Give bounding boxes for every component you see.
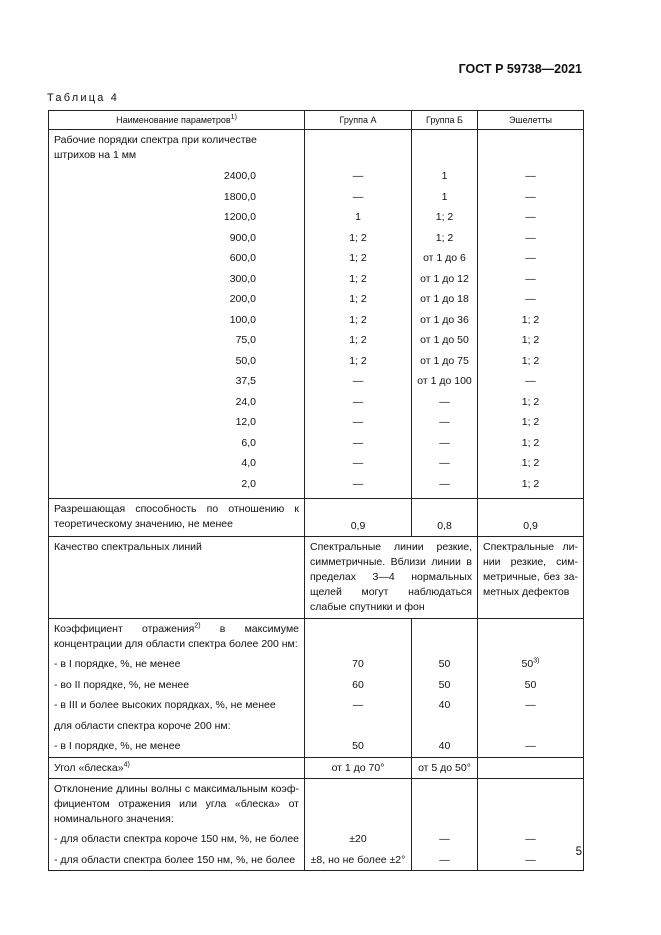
- deviation-row-1-b: —: [439, 833, 450, 845]
- reflection-row-1-e: 50$^{3)}$: [521, 657, 540, 670]
- work-orders-row: [49, 130, 584, 499]
- work-order-e: —: [525, 170, 536, 182]
- work-order-e: 1; 2: [521, 477, 540, 490]
- work-order-lines: 1800,0: [223, 190, 256, 203]
- work-order-a: 1; 2: [349, 293, 367, 305]
- header-group-b: Группа Б: [412, 111, 478, 130]
- reflection-row-2-b: 50: [438, 678, 451, 691]
- work-order-a: —: [352, 395, 364, 408]
- reflection-row-1-b: 50: [438, 658, 451, 670]
- work-orders-label-cell: [49, 130, 305, 499]
- work-order-e: —: [525, 375, 536, 387]
- work-order-b: от 1 до 75: [420, 354, 469, 367]
- work-order-b: —: [439, 436, 450, 449]
- reflection-short-row-b: 40: [438, 740, 451, 752]
- work-order-lines: 900,0: [229, 231, 256, 244]
- work-order-a: —: [352, 375, 364, 387]
- work-order-lines: 2,0: [241, 477, 256, 490]
- work-order-e: 1; 2: [521, 457, 540, 469]
- work-order-e: —: [525, 272, 536, 285]
- work-order-e: 1; 2: [521, 354, 540, 367]
- work-order-a: 1; 2: [349, 334, 367, 346]
- reflection-row-3-b: 40: [438, 699, 451, 711]
- work-order-lines: 50,0: [235, 354, 256, 367]
- resolving-a: 0,9: [305, 499, 412, 537]
- header-group-a: Группа А: [305, 111, 412, 130]
- work-order-a: 1; 2: [349, 252, 367, 264]
- reflection-row-2-e: 50: [524, 678, 537, 691]
- reflection-row-1-a: 70: [352, 658, 364, 670]
- work-order-b: —: [439, 477, 450, 490]
- work-order-b: —: [439, 457, 450, 469]
- resolving-row: [49, 499, 584, 537]
- resolving-label: Разрешающая способность по отношению к теоретическому значению, не менее: [49, 499, 305, 537]
- work-order-a: —: [352, 477, 364, 490]
- work-order-lines: 1200,0: [223, 211, 256, 223]
- work-order-lines: 37,5: [235, 375, 256, 387]
- work-order-e: 1; 2: [521, 334, 540, 346]
- page-number: 5: [575, 846, 582, 858]
- blaze-b: от 5 до 50°: [412, 757, 478, 779]
- reflection-short-row-e: —: [525, 740, 536, 752]
- deviation-row-1-e: —: [525, 833, 536, 845]
- work-order-b: 1: [441, 170, 448, 182]
- reflection-short-row-a: 50: [352, 740, 364, 752]
- work-order-b: —: [439, 416, 450, 428]
- work-order-lines: 12,0: [235, 416, 256, 428]
- deviation-row: [49, 779, 584, 871]
- quality-e: Спектральные линии резкие, симметричные, без заметных дефектов: [478, 537, 584, 619]
- work-order-lines: 300,0: [229, 272, 256, 285]
- reflection-row: [49, 619, 584, 758]
- reflection-row-3-label: - в III и более высоких порядках, %, не менее: [54, 699, 276, 711]
- reflection-row-2-a: 60: [352, 678, 364, 691]
- work-order-a: 1; 2: [349, 313, 367, 326]
- blaze-a: от 1 до 70°: [305, 757, 412, 779]
- deviation-row-1-label: - для области спектра короче 150 нм, %, не более: [54, 833, 300, 845]
- work-order-e: 1; 2: [521, 313, 540, 326]
- work-order-e: 1; 2: [521, 436, 540, 449]
- deviation-row-2-b: —: [439, 853, 450, 866]
- work-order-b: от 1 до 12: [420, 272, 469, 285]
- resolving-e: 0,9: [478, 499, 584, 537]
- blaze-label: Угол «блеска»$^{4)}$: [49, 757, 305, 779]
- work-order-a: 1; 2: [349, 272, 367, 285]
- quality-row: [49, 537, 584, 619]
- work-order-lines: 75,0: [235, 334, 256, 346]
- deviation-row-2-label: - для области спектра более 150 нм, %, не более: [54, 853, 296, 866]
- deviation-row-2-a: ±8, но не более ±2°: [310, 853, 406, 866]
- work-order-b: от 1 до 50: [420, 334, 469, 346]
- work-order-e: —: [525, 211, 536, 223]
- work-order-b: от 1 до 36: [420, 313, 469, 326]
- table-caption: Таблица 4: [47, 92, 120, 104]
- header-param: Наименование параметров$^{1)}$: [49, 111, 305, 130]
- work-order-lines: 6,0: [241, 436, 256, 449]
- work-order-lines: 24,0: [235, 395, 256, 408]
- standard-number: ГОСТ Р 59738—2021: [458, 62, 582, 76]
- work-order-e: —: [525, 190, 536, 203]
- work-order-lines: 2400,0: [223, 170, 256, 182]
- work-order-a: —: [352, 457, 364, 469]
- deviation-row-2-e: —: [525, 853, 536, 866]
- work-order-e: —: [525, 293, 536, 305]
- reflection-short-row-label: - в I порядке, %, не менее: [54, 740, 181, 752]
- work-order-a: 1; 2: [349, 231, 367, 244]
- work-order-b: 1; 2: [435, 231, 454, 244]
- reflection-label: Коэффициент отражения$^{2)}$ в максимуме концентрации для области спектра более 200 нм:: [54, 622, 300, 650]
- work-order-lines: 200,0: [229, 293, 256, 305]
- work-order-e: —: [525, 252, 536, 264]
- work-order-a: —: [352, 416, 364, 428]
- reflection-row-2-label: - во II порядке, %, не менее: [54, 678, 190, 691]
- work-order-b: 1; 2: [435, 211, 454, 223]
- work-order-lines: 4,0: [241, 457, 256, 469]
- work-order-a: —: [352, 436, 364, 449]
- work-order-lines: 600,0: [229, 252, 256, 264]
- work-order-a: —: [352, 190, 364, 203]
- work-order-e: 1; 2: [521, 395, 540, 408]
- work-order-b: от 1 до 100: [417, 375, 472, 387]
- quality-label: Качество спектральных линий: [49, 537, 305, 619]
- work-order-b: от 1 до 6: [423, 252, 466, 264]
- reflection-row-3-a: —: [352, 699, 364, 711]
- reflection-row-3-e: —: [525, 699, 536, 711]
- work-order-a: —: [352, 170, 364, 182]
- work-order-e: 1; 2: [521, 416, 540, 428]
- work-order-b: 1: [441, 190, 448, 203]
- blaze-e: [478, 757, 584, 779]
- quality-ab: Спектральные линии резкие, симметричные. Вблизи линии в пределах 3—4 нормальных щелей могут наблюдаться слабые спутники и фон: [305, 537, 478, 619]
- work-order-lines: 100,0: [229, 313, 256, 326]
- work-order-b: —: [439, 395, 450, 408]
- work-order-b: от 1 до 18: [420, 293, 469, 305]
- work-order-a: 1; 2: [349, 354, 367, 367]
- deviation-row-1-a: ±20: [349, 833, 367, 845]
- resolving-b: 0,8: [412, 499, 478, 537]
- table-header-row: [49, 111, 584, 130]
- blaze-row: [49, 757, 584, 779]
- reflection-row-1-label: - в I порядке, %, не менее: [54, 658, 181, 670]
- deviation-label: Отклонение длины волны с максимальным коэффициентом отражения или угла «блеска» от номинального значения:: [54, 783, 299, 825]
- reflection-short-label: для области спектра короче 200 нм:: [54, 719, 231, 732]
- work-order-e: —: [525, 231, 536, 244]
- header-echelettes: Эшелетты: [478, 111, 584, 130]
- work-orders-label: Рабочие порядки спектра при количестве штрихов на 1 мм: [54, 134, 257, 161]
- parameters-table: [48, 110, 584, 871]
- work-order-a: 1: [355, 211, 361, 223]
